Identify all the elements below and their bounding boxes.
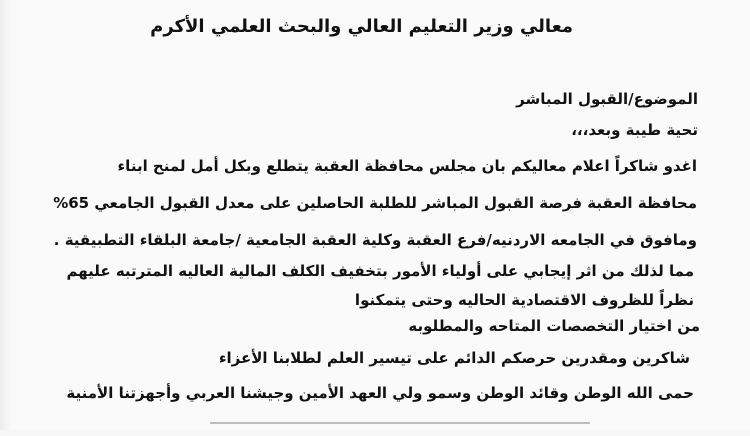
cut-off-next-line bbox=[210, 422, 590, 436]
body-line-4: مما لذلك من اثر إيجابي على أولياء الأمور بتخفيف الكلف المالية العاليه المترتبه عليهم bbox=[66, 262, 694, 280]
body-line-3: ومافوق في الجامعه الاردنيه/فرع العقبة وكلية العقبة الجامعية /جامعة البلقاء التطبيقية . bbox=[53, 231, 697, 249]
letter-subject: الموضوع/القبول المباشر bbox=[516, 90, 698, 108]
body-line-2: محافظة العقبة فرصة القبول المباشر للطلبة الحاصلين على معدل القبول الجامعي 65% bbox=[53, 194, 697, 212]
body-line-8: حمى الله الوطن وقائد الوطن وسمو ولي العهد الأمين وجيشنا العربي وأجهزتنا الأمنية bbox=[66, 384, 694, 402]
body-line-1: اغدو شاكراً اعلام معاليكم بان مجلس محافظة العقبة يتطلع وبكل أمل لمنح ابناء bbox=[117, 157, 697, 175]
letter-title: معالي وزير التعليم العالي والبحث العلمي الأكرم bbox=[150, 16, 573, 37]
letter-greeting: تحية طيبة وبعد،،، bbox=[571, 121, 698, 139]
body-line-6: من اختيار التخصصات المتاحه والمطلوبه bbox=[408, 317, 700, 335]
body-line-5: نظراً للظروف الاقتصادية الحاليه وحتى يتمكنوا bbox=[354, 291, 694, 309]
page-edge-shadow bbox=[0, 0, 12, 430]
body-line-7: شاكرين ومقدرين حرصكم الدائم على تيسير العلم لطلابنا الأعزاء bbox=[218, 349, 690, 367]
